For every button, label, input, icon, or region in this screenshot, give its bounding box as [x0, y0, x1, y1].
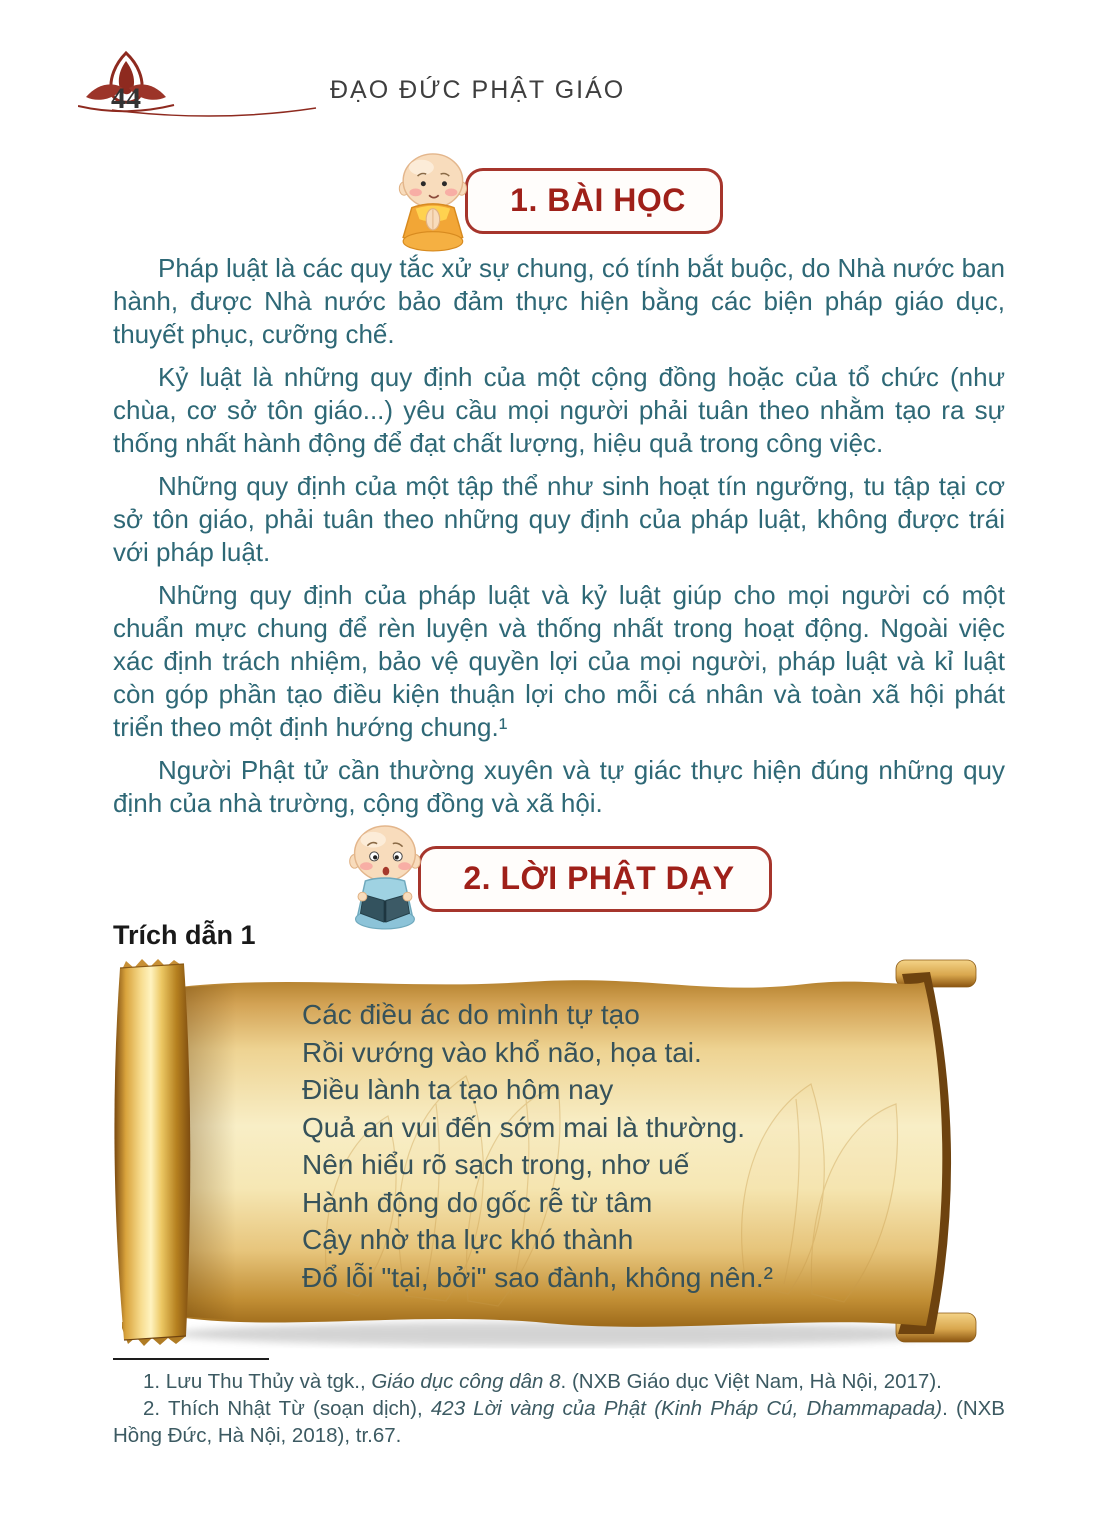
book-title: ĐẠO ĐỨC PHẬT GIÁO — [330, 76, 626, 104]
poem — [302, 996, 882, 1296]
footnote-suffix: . (NXB Giáo dục Việt Nam, Hà Nội, 2017). — [560, 1370, 942, 1393]
footnote-divider — [113, 1358, 269, 1360]
page-number: 44 — [111, 82, 141, 115]
lesson-paragraph: Người Phật tử cần thường xuyên và tự giác thực hiện đúng những quy định của nhà trường, cộng đồng và xã hội. — [113, 755, 1005, 818]
monk-reading-icon — [334, 822, 432, 932]
footnote-book-title: Giáo dục công dân 8 — [371, 1370, 561, 1393]
poem-line: Hành động do gốc rễ từ tâm — [302, 1186, 653, 1218]
section-2-heading — [0, 826, 1106, 926]
footnote-suffix: . (NXB Hồng Đức, Hà Nội, 2018), tr.67. — [113, 1397, 1005, 1447]
footnote-prefix: 1. Lưu Thu Thủy và tgk., — [143, 1370, 372, 1393]
poem-line: Rồi vướng vào khổ não, họa tai. — [302, 1036, 702, 1068]
lesson-badge: 1. BÀI HỌC — [465, 168, 723, 234]
footnote-2 — [113, 1395, 1005, 1449]
footnote-prefix: 2. Thích Nhật Từ (soạn dịch), — [143, 1397, 431, 1420]
footnote-book-title: 423 Lời vàng của Phật (Kinh Pháp Cú, Dhammapada) — [430, 1397, 943, 1420]
lesson-paragraph: Kỷ luật là những quy định của một cộng đồng hoặc của tổ chức (như chùa, cơ sở tôn giáo...) yêu cầu mọi người phải tuân theo nhằm tạo ra sự thống nhất hành động để đạt chất lượng, hiệu quả trong công việc. — [113, 362, 1005, 458]
poem-line: Cậy nhờ tha lực khó thành — [302, 1224, 634, 1255]
poem-line: Nên hiểu rõ sạch trong, nhơ uế — [302, 1149, 690, 1180]
monk-praying-icon — [383, 148, 479, 254]
poem-line: Các điều ác do mình tự tạo — [302, 999, 640, 1030]
lesson-text — [113, 252, 1005, 830]
quote-heading: Trích dẫn 1 — [113, 920, 256, 950]
poem-line: Điều lành ta tạo hôm nay — [302, 1074, 614, 1105]
poem-line: Quả an vui đến sớm mai là thường. — [302, 1111, 746, 1143]
scroll-illustration — [106, 954, 990, 1352]
footnotes — [113, 1368, 1005, 1449]
section-1-heading — [0, 148, 1106, 248]
footnote-1 — [113, 1368, 1005, 1395]
poem-line: Đổ lỗi "tại, bởi" sao đành, không nên.² — [302, 1261, 773, 1293]
lesson-paragraph: Những quy định của một tập thể như sinh hoạt tín ngưỡng, tu tập tại cơ sở tôn giáo, phải tuân theo những quy định của pháp luật, không được trái với pháp luật. — [113, 471, 1005, 567]
quote-badge: 2. LỜI PHẬT DẠY — [418, 846, 771, 912]
lesson-paragraph: Những quy định của pháp luật và kỷ luật giúp cho mọi người có một chuẩn mực chung để rèn luyện và thống nhất trong hoạt động. Ngoài việc xác định trách nhiệm, bảo vệ quyền lợi của mọi người, pháp luật và kỉ luật còn góp phần tạo điều kiện thuận lợi cho mỗi cá nhân và toàn xã hội phát triển theo một định hướng chung.¹ — [113, 580, 1005, 742]
lesson-paragraph: Pháp luật là các quy tắc xử sự chung, có tính bắt buộc, do Nhà nước ban hành, được Nhà nước bảo đảm thực hiện bằng các biện pháp giáo dục, thuyết phục, cưỡng chế. — [113, 253, 1005, 349]
